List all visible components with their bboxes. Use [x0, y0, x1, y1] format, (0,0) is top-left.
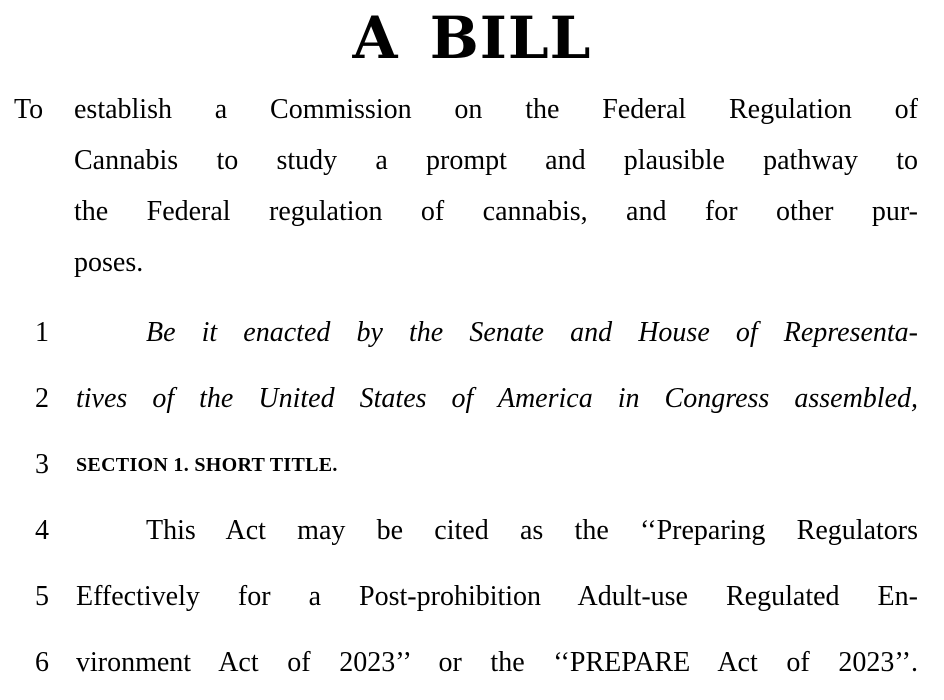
line-number: 6 [35, 647, 49, 678]
numbered-line [0, 564, 944, 630]
line-number: 3 [35, 449, 49, 480]
line-number: 1 [35, 317, 49, 348]
enacting-clause: Be it enacted by the Senate and House of Representa- [146, 317, 918, 348]
purpose-line [14, 237, 918, 288]
short-title-text: vironment Act of 2023’’ or the ‘‘PREPARE Act of 2023’’. [76, 647, 918, 678]
numbered-line [0, 300, 944, 366]
purpose-lead: To [14, 94, 44, 125]
numbered-line [0, 432, 944, 498]
purpose-text: the Federal regulation of cannabis, and for other pur- [74, 196, 918, 227]
enacting-clause: tives of the United States of America in Congress assembled, [76, 383, 918, 414]
purpose-text: Cannabis to study a prompt and plausible pathway to [74, 145, 918, 176]
purpose-line [14, 186, 918, 237]
short-title-text: This Act may be cited as the ‘‘Preparing Regulators [146, 515, 918, 546]
numbered-line [0, 630, 944, 696]
section-heading: SECTION 1. SHORT TITLE. [76, 454, 338, 476]
purpose-line [14, 84, 918, 135]
numbered-line [0, 366, 944, 432]
line-number: 5 [35, 581, 49, 612]
line-number: 2 [35, 383, 49, 414]
bill-title: A BILL [352, 4, 592, 72]
bill-purpose [14, 84, 918, 288]
purpose-text: poses. [74, 247, 144, 278]
numbered-line [0, 498, 944, 564]
bill-text [0, 300, 944, 696]
short-title-text: Effectively for a Post-prohibition Adult-use Regulated En- [76, 581, 918, 612]
purpose-line [14, 135, 918, 186]
purpose-text: establish a Commission on the Federal Regulation of [74, 94, 918, 125]
line-number: 4 [35, 515, 49, 546]
